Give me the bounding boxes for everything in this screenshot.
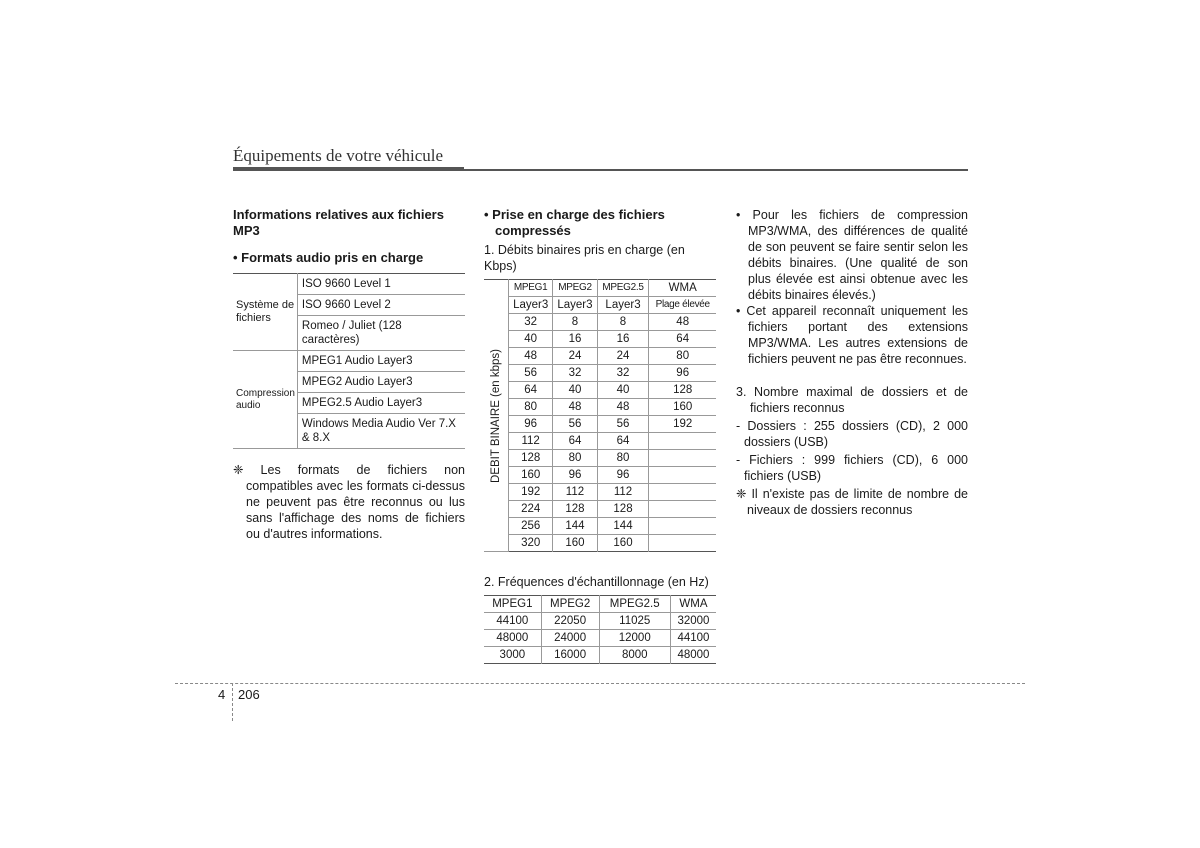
table-cell: 56 bbox=[509, 365, 553, 382]
table-cell: 112 bbox=[509, 433, 553, 450]
max-folders-item: 3. Nombre maximal de dossiers et de fichiers reconnus bbox=[736, 385, 968, 415]
table-cell: 96 bbox=[553, 467, 597, 484]
table-row bbox=[484, 613, 716, 630]
table-row bbox=[233, 351, 465, 372]
table-cell: 32 bbox=[509, 314, 553, 331]
table-cell: 12000 bbox=[599, 630, 670, 647]
header-cell: Layer3 bbox=[509, 297, 553, 314]
format-cell: ISO 9660 Level 1 bbox=[297, 274, 465, 295]
header-rule-thin bbox=[464, 169, 968, 171]
table-cell: 112 bbox=[553, 484, 597, 501]
table-cell: 44100 bbox=[670, 630, 716, 647]
bitrate-quality-bullet: • Pour les fichiers de compression MP3/WMA, des différences de qualité de son peuvent se faire sentir selon les débits binaires. (Une qualité de son plus élevée est ainsi obtenue avec les débits binaires élevés.) bbox=[736, 208, 968, 302]
table-cell bbox=[649, 433, 716, 450]
table-cell: 256 bbox=[509, 518, 553, 535]
chapter-number: 4 bbox=[218, 687, 226, 702]
bitrate-table-wrap bbox=[484, 279, 716, 552]
table-cell: 192 bbox=[649, 416, 716, 433]
table-row bbox=[484, 647, 716, 664]
footer-dashed-rule bbox=[175, 683, 1025, 684]
table-row bbox=[484, 433, 716, 450]
table-cell: 56 bbox=[553, 416, 597, 433]
header-cell: Plage élevée bbox=[649, 297, 716, 314]
category-file-system: Système de fichiers bbox=[233, 274, 297, 351]
table-cell: 16 bbox=[553, 331, 597, 348]
table-row bbox=[233, 274, 465, 295]
table-cell bbox=[649, 518, 716, 535]
middle-column bbox=[484, 207, 716, 664]
table-cell: 192 bbox=[509, 484, 553, 501]
format-cell: ISO 9660 Level 2 bbox=[297, 295, 465, 316]
bitrate-caption: 1. Débits binaires pris en charge (en Kbps) bbox=[484, 243, 685, 273]
table-cell: 48 bbox=[597, 399, 649, 416]
table-cell: 40 bbox=[509, 331, 553, 348]
table-row bbox=[484, 280, 716, 297]
page-number: 206 bbox=[238, 687, 260, 702]
table-row bbox=[484, 467, 716, 484]
table-cell: 64 bbox=[509, 382, 553, 399]
folder-levels-note: ❈ Il n'existe pas de limite de nombre de niveaux de dossiers reconnus bbox=[736, 487, 968, 517]
table-cell: 40 bbox=[597, 382, 649, 399]
left-column bbox=[233, 207, 465, 542]
files-limit: - Fichiers : 999 fichiers (CD), 6 000 fichiers (USB) bbox=[736, 453, 968, 483]
table-cell: 128 bbox=[509, 450, 553, 467]
footer-vertical-rule bbox=[232, 683, 233, 721]
table-cell: 8 bbox=[597, 314, 649, 331]
table-cell: 80 bbox=[649, 348, 716, 365]
table-cell: 128 bbox=[553, 501, 597, 518]
table-cell: 32000 bbox=[670, 613, 716, 630]
compressed-files-title: • Prise en charge des fichiers compressés bbox=[484, 207, 665, 238]
header-cell: WMA bbox=[649, 280, 716, 297]
format-cell: Windows Media Audio Ver 7.X & 8.X bbox=[297, 414, 465, 449]
table-cell: 80 bbox=[553, 450, 597, 467]
table-row bbox=[484, 535, 716, 552]
page-header-title: Équipements de votre véhicule bbox=[233, 146, 444, 165]
audio-formats-table bbox=[233, 273, 465, 449]
table-row bbox=[484, 596, 716, 613]
folders-limit: - Dossiers : 255 dossiers (CD), 2 000 dossiers (USB) bbox=[736, 419, 968, 449]
table-cell bbox=[649, 501, 716, 518]
table-cell: 64 bbox=[597, 433, 649, 450]
table-cell: 44100 bbox=[484, 613, 541, 630]
bitrate-side-label-cell bbox=[484, 280, 509, 552]
table-cell: 96 bbox=[509, 416, 553, 433]
table-cell: 48000 bbox=[484, 630, 541, 647]
header-rule-thick bbox=[233, 167, 464, 171]
table-cell: 160 bbox=[597, 535, 649, 552]
table-cell: 48 bbox=[649, 314, 716, 331]
table-row bbox=[484, 348, 716, 365]
table-row bbox=[484, 518, 716, 535]
table-cell: 8 bbox=[553, 314, 597, 331]
table-cell: 11025 bbox=[599, 613, 670, 630]
right-column bbox=[736, 207, 968, 518]
frequency-caption: 2. Fréquences d'échantillonnage (en Hz) bbox=[484, 575, 709, 589]
table-cell: 160 bbox=[509, 467, 553, 484]
format-cell: MPEG2.5 Audio Layer3 bbox=[297, 393, 465, 414]
table-cell: 16000 bbox=[541, 647, 599, 664]
table-cell bbox=[649, 484, 716, 501]
category-audio-compression: Compression audio bbox=[233, 351, 297, 449]
table-cell: 80 bbox=[509, 399, 553, 416]
header-cell: MPEG2.5 bbox=[599, 596, 670, 613]
frequency-table bbox=[484, 595, 716, 664]
header-cell: MPEG1 bbox=[484, 596, 541, 613]
table-cell bbox=[649, 535, 716, 552]
table-cell: 224 bbox=[509, 501, 553, 518]
table-cell: 32 bbox=[553, 365, 597, 382]
format-cell: MPEG1 Audio Layer3 bbox=[297, 351, 465, 372]
header-cell: MPEG2 bbox=[553, 280, 597, 297]
table-cell: 32 bbox=[597, 365, 649, 382]
table-cell: 160 bbox=[553, 535, 597, 552]
table-cell: 160 bbox=[649, 399, 716, 416]
table-cell: 112 bbox=[597, 484, 649, 501]
table-row bbox=[484, 331, 716, 348]
table-cell bbox=[649, 450, 716, 467]
table-cell bbox=[649, 467, 716, 484]
table-row bbox=[484, 484, 716, 501]
table-cell: 16 bbox=[597, 331, 649, 348]
table-row bbox=[484, 382, 716, 399]
table-cell: 144 bbox=[553, 518, 597, 535]
bitrate-table bbox=[484, 279, 716, 552]
mp3-info-title: Informations relatives aux fichiers MP3 bbox=[233, 207, 444, 238]
table-row bbox=[484, 399, 716, 416]
table-cell: 40 bbox=[553, 382, 597, 399]
table-row bbox=[484, 450, 716, 467]
header-cell: MPEG2.5 bbox=[597, 280, 649, 297]
table-cell: 128 bbox=[597, 501, 649, 518]
table-row bbox=[484, 297, 716, 314]
header-cell: WMA bbox=[670, 596, 716, 613]
header-cell: Layer3 bbox=[553, 297, 597, 314]
table-cell: 144 bbox=[597, 518, 649, 535]
table-row bbox=[484, 501, 716, 518]
table-cell: 24000 bbox=[541, 630, 599, 647]
header-cell: MPEG1 bbox=[509, 280, 553, 297]
table-cell: 48000 bbox=[670, 647, 716, 664]
table-cell: 3000 bbox=[484, 647, 541, 664]
table-cell: 64 bbox=[649, 331, 716, 348]
table-cell: 64 bbox=[553, 433, 597, 450]
extensions-bullet: • Cet appareil reconnaît uniquement les fichiers portant des extensions MP3/WMA. Les autres extensions de fichiers peuvent ne pas être reconnues. bbox=[736, 304, 968, 366]
table-cell: 24 bbox=[553, 348, 597, 365]
table-cell: 22050 bbox=[541, 613, 599, 630]
header-cell: MPEG2 bbox=[541, 596, 599, 613]
table-cell: 128 bbox=[649, 382, 716, 399]
audio-formats-title: • Formats audio pris en charge bbox=[233, 250, 424, 265]
table-cell: 320 bbox=[509, 535, 553, 552]
table-row bbox=[484, 365, 716, 382]
table-row bbox=[484, 416, 716, 433]
table-cell: 24 bbox=[597, 348, 649, 365]
header-cell: Layer3 bbox=[597, 297, 649, 314]
table-row bbox=[484, 630, 716, 647]
table-cell: 80 bbox=[597, 450, 649, 467]
table-cell: 48 bbox=[553, 399, 597, 416]
table-row bbox=[484, 314, 716, 331]
table-cell: 48 bbox=[509, 348, 553, 365]
format-cell: Romeo / Juliet (128 caractères) bbox=[297, 316, 465, 351]
table-cell: 56 bbox=[597, 416, 649, 433]
table-cell: 96 bbox=[649, 365, 716, 382]
format-cell: MPEG2 Audio Layer3 bbox=[297, 372, 465, 393]
bitrate-side-label: DEBIT BINAIRE (en kbps) bbox=[490, 348, 502, 483]
table-cell: 8000 bbox=[599, 647, 670, 664]
table-cell: 96 bbox=[597, 467, 649, 484]
unsupported-formats-note: ❈ Les formats de fichiers non compatibles avec les formats ci-dessus ne peuvent pas être reconnus ou lus sans l'affichage des noms de fichiers ou d'autres informations. bbox=[233, 463, 465, 541]
